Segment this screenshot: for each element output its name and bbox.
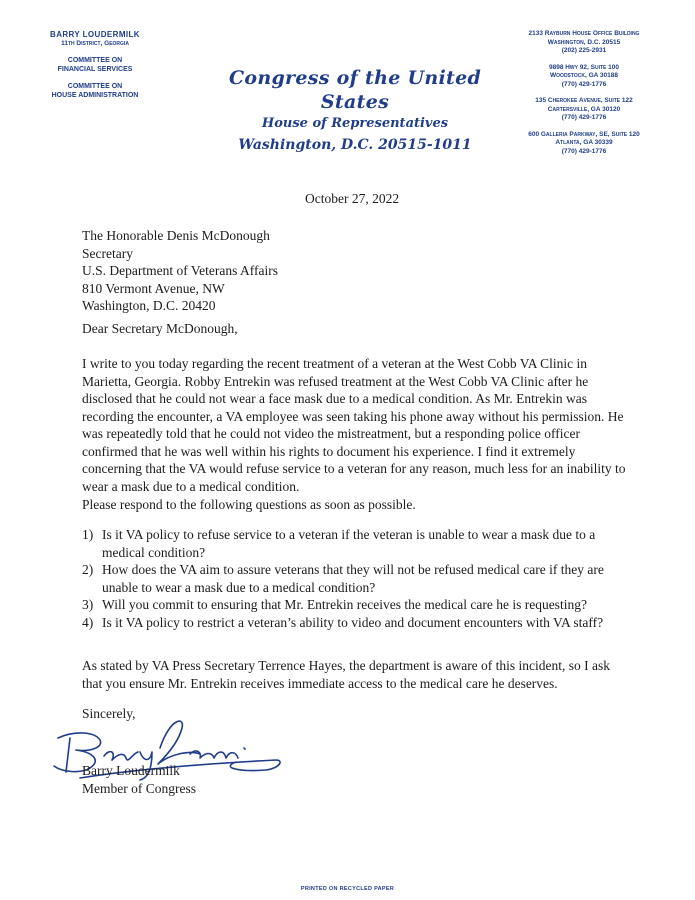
closing: Sincerely, <box>82 706 136 721</box>
office-cartersville <box>509 97 659 123</box>
question-number: 4) <box>82 614 94 630</box>
member-name: BARRY LOUDERMILK <box>50 30 140 39</box>
office-line: 2133 Rayburn House Office Building <box>528 30 640 37</box>
committee-1-line-1: COMMITTEE ON <box>67 57 123 64</box>
recycled-paper-footer: PRINTED ON RECYCLED PAPER <box>300 886 395 892</box>
question-item <box>82 596 632 614</box>
member-district: 11th District, Georgia <box>61 40 129 47</box>
body-paragraph-3: As stated by VA Press Secretary Terrence Hayes, the department is aware of this incident, so I ask that you ensure Mr. Entrekin receives immediate access to the medical care he deserves. <box>82 658 611 691</box>
committee-2-line-2: HOUSE ADMINISTRATION <box>51 92 139 99</box>
question-number: 1) <box>82 527 94 542</box>
body-paragraph-2: Please respond to the following questions as soon as possible. <box>82 497 416 512</box>
recipient-line: Secretary <box>82 245 133 261</box>
committee-1-line-2: FINANCIAL SERVICES <box>57 66 133 73</box>
office-line: Washington, D.C. 20515 <box>547 38 621 46</box>
office-phone: (770) 429-1776 <box>561 80 607 88</box>
question-text: Is it VA policy to refuse service to a veteran if the veteran is unable to wear a mask due to a medical condition? <box>102 527 596 560</box>
recipient-line: U.S. Department of Veterans Affairs <box>82 263 278 278</box>
letterhead-title <box>195 66 515 156</box>
question-number: 2) <box>82 562 94 577</box>
recipient-line: Washington, D.C. 20420 <box>82 298 216 313</box>
question-text: How does the VA aim to assure veterans that they will not be refused medical care if they are unable to wear a mask due to a medical condition? <box>102 562 604 595</box>
question-list <box>82 526 632 631</box>
office-woodstock <box>509 64 659 90</box>
congress-title: Congress of the United States <box>228 67 482 113</box>
office-line: 135 Cherokee Avenue, Suite 122 <box>535 97 633 104</box>
committee-2-line-1: COMMITTEE ON <box>67 83 123 90</box>
office-phone: (770) 429-1776 <box>561 147 607 155</box>
office-atlanta <box>509 131 659 157</box>
office-phone: (770) 429-1776 <box>561 114 607 121</box>
body-paragraph-1: I write to you today regarding the recent treatment of a veteran at the West Cobb VA Clinic in Marietta, Georgia. Robby Entrekin was refused treatment at the West Cobb VA Clinic after he disclosed that he could not wear a face mask due to a medical condition. As Mr. Entrekin was recording the encounter, a VA employee was seen taking his phone away without his permission. He was repeatedly told that he could not video the mistreatment, but a responding police officer confirmed that he was well within his rights to document his experience. I find it extremely concerning that the VA would refuse service to a veteran for any reason, much less for an inability to wear a mask due to a medical condition. <box>82 356 626 494</box>
question-text: Is it VA policy to restrict a veteran’s ability to video and document encounters with VA staff? <box>102 614 604 630</box>
signer-name: Barry Loudermilk <box>82 763 180 778</box>
house-title: House of Representatives <box>261 116 449 131</box>
office-line: 9898 Hwy 92, Suite 100 <box>548 63 620 71</box>
question-text: Will you commit to ensuring that Mr. Entrekin receives the medical care he is requesting? <box>102 597 587 612</box>
question-number: 3) <box>82 597 94 612</box>
house-address: Washington, D.C. 20515-1011 <box>238 137 472 153</box>
office-addresses <box>509 30 659 164</box>
signer-block <box>82 762 196 797</box>
office-phone: (202) 225-2931 <box>561 47 607 54</box>
office-line: 600 Galleria Parkway, SE, Suite 120 <box>528 130 640 138</box>
office-line: Atlanta, GA 30339 <box>555 139 613 146</box>
office-line: Woodstock, GA 30188 <box>550 72 618 79</box>
question-item <box>82 561 632 596</box>
question-item <box>82 526 632 561</box>
signer-title: Member of Congress <box>82 780 196 796</box>
recipient-address <box>82 227 278 315</box>
letterhead-left <box>30 30 160 100</box>
recipient-line: The Honorable Denis McDonough <box>82 228 270 243</box>
salutation: Dear Secretary McDonough, <box>82 321 238 336</box>
recipient-line: 810 Vermont Avenue, NW <box>82 280 225 296</box>
office-dc <box>509 30 659 56</box>
office-line: Cartersville, GA 30120 <box>547 105 621 113</box>
question-item <box>82 614 632 632</box>
letter-date: October 27, 2022 <box>305 191 400 206</box>
